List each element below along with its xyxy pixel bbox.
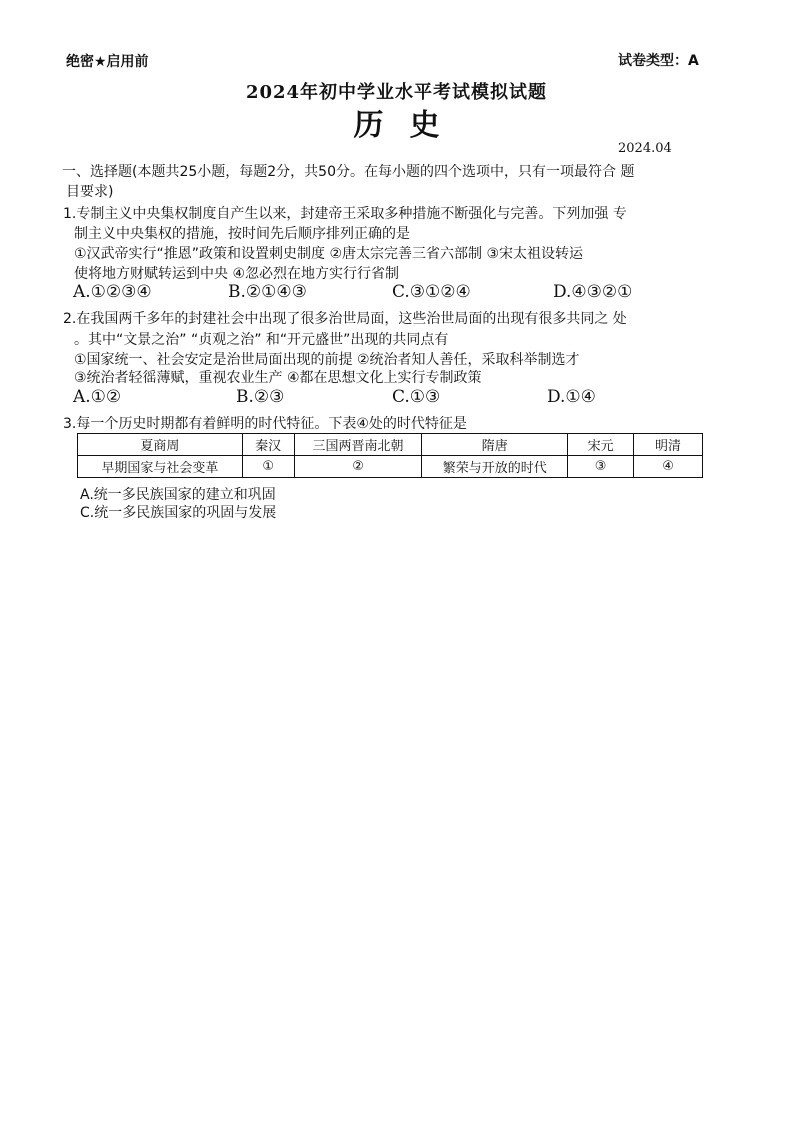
section-instructions-line1: 一、选择题(本题共25小题，每题2分，共50分。在每小题的四个选项中，只有一项最符合 题 xyxy=(62,164,635,180)
q1-option-c: C.③①②④ xyxy=(392,282,471,302)
q2-option-c: C.①③ xyxy=(392,387,441,407)
q1-item-line1: ①汉武帝实行“推恩”政策和设置刺史制度 ②唐太宗完善三省六部制 ③宋太祖设转运 xyxy=(74,246,584,262)
table-header-cell: 宋元 xyxy=(568,434,634,456)
table-header-cell: 三国两晋南北朝 xyxy=(294,434,422,456)
table-header-row xyxy=(78,434,703,456)
q2-stem-line1: 2.在我国两千多年的封建社会中出现了很多治世局面，这些治世局面的出现有很多共同之 处 xyxy=(63,311,627,327)
q3-stem: 3.每一个历史时期都有着鲜明的时代特征。下表④处的时代特征是 xyxy=(63,416,467,432)
q1-stem-line1: 1.专制主义中央集权制度自产生以来，封建帝王采取多种措施不断强化与完善。下列加强 专 xyxy=(63,206,627,222)
table-cell: ④ xyxy=(634,456,703,478)
q2-item-line1: ①国家统一、社会安定是治世局面出现的前提 ②统治者知人善任，采取科举制选才 xyxy=(74,352,580,368)
q2-option-b: B.②③ xyxy=(236,387,285,407)
q1-option-b: B.②①④③ xyxy=(228,282,307,302)
table-header-cell: 隋唐 xyxy=(422,434,568,456)
q2-stem-line2: 。其中“文景之治” “贞观之治” 和“开元盛世”出现的共同点有 xyxy=(74,332,449,348)
q1-item-line2: 使将地方财赋转运到中央 ④忽必烈在地方实行行省制 xyxy=(74,266,399,282)
era-table xyxy=(77,433,703,478)
table-header-cell: 明清 xyxy=(634,434,703,456)
table-cell: ① xyxy=(242,456,294,478)
table-cell: ② xyxy=(294,456,422,478)
confidential-label: 绝密★启用前 xyxy=(66,54,149,70)
q2-option-d: D.①④ xyxy=(547,387,596,407)
q3-option-a: A.统一多民族国家的建立和巩固 xyxy=(80,487,276,503)
table-header-cell: 夏商周 xyxy=(78,434,243,456)
paper-type-label: 试卷类型：A xyxy=(618,53,699,69)
section-instructions-line2: 目要求) xyxy=(66,184,114,200)
q3-option-c: C.统一多民族国家的巩固与发展 xyxy=(80,505,277,521)
exam-title: 2024年初中学业水平考试模拟试题 xyxy=(245,82,548,103)
exam-date: 2024.04 xyxy=(618,141,672,156)
table-cell: 早期国家与社会变革 xyxy=(78,456,243,478)
q2-item-line2: ③统治者轻徭薄赋，重视农业生产 ④都在思想文化上实行专制政策 xyxy=(74,370,482,386)
table-cell: 繁荣与开放的时代 xyxy=(422,456,568,478)
q1-option-a: A.①②③④ xyxy=(73,282,152,302)
subject-title: 历史 xyxy=(353,108,466,143)
q2-option-a: A.①② xyxy=(73,387,122,407)
q1-option-d: D.④③②① xyxy=(553,282,633,302)
table-row xyxy=(78,456,703,478)
q1-stem-line2: 制主义中央集权的措施，按时间先后顺序排列正确的是 xyxy=(74,226,410,242)
table-cell: ③ xyxy=(568,456,634,478)
table-header-cell: 秦汉 xyxy=(242,434,294,456)
